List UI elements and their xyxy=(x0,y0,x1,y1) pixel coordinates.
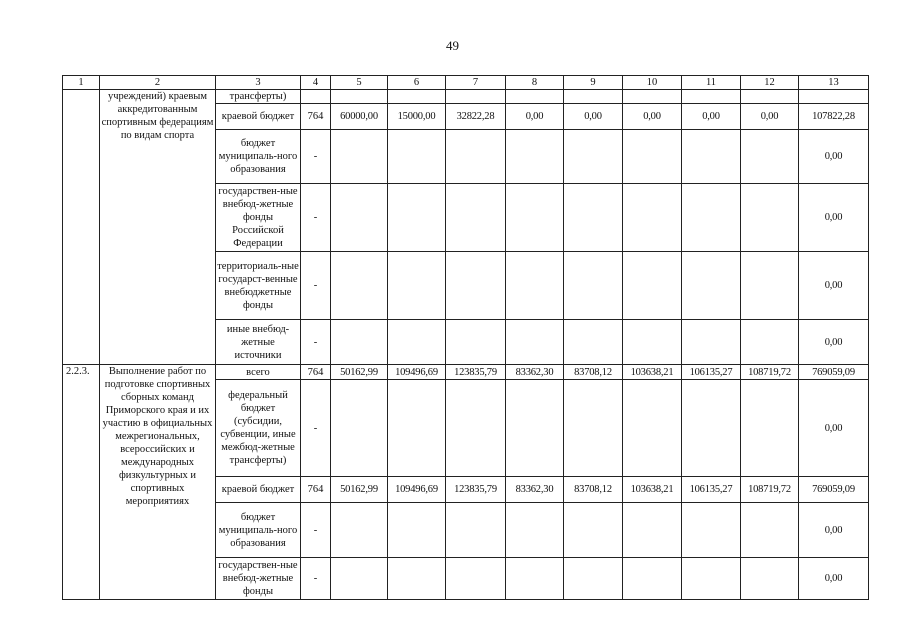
column-number: 6 xyxy=(388,76,446,90)
total-amount: 0,00 xyxy=(799,558,869,600)
year-amount xyxy=(564,503,623,558)
year-amount xyxy=(446,503,506,558)
total-amount: 0,00 xyxy=(799,380,869,477)
year-amount xyxy=(682,558,741,600)
year-amount xyxy=(388,252,446,320)
year-amount xyxy=(623,320,682,365)
year-amount xyxy=(564,380,623,477)
funding-source: краевой бюджет xyxy=(216,104,301,130)
year-amount xyxy=(506,90,564,104)
year-amount: 103638,21 xyxy=(623,477,682,503)
item-number: 2.2.3. xyxy=(63,365,100,600)
year-amount xyxy=(564,320,623,365)
column-number: 9 xyxy=(564,76,623,90)
year-amount xyxy=(564,130,623,184)
funding-source: бюджет муниципаль-ного образования xyxy=(216,130,301,184)
total-amount: 769059,09 xyxy=(799,365,869,380)
column-number: 2 xyxy=(100,76,216,90)
year-amount xyxy=(623,130,682,184)
column-number: 8 xyxy=(506,76,564,90)
year-amount xyxy=(741,252,799,320)
year-amount xyxy=(682,380,741,477)
year-amount xyxy=(331,503,388,558)
year-amount xyxy=(388,380,446,477)
column-number: 5 xyxy=(331,76,388,90)
budget-code: 764 xyxy=(301,365,331,380)
funding-source: иные внебюд-жетные источники xyxy=(216,320,301,365)
year-amount xyxy=(388,184,446,252)
year-amount xyxy=(506,184,564,252)
year-amount xyxy=(682,503,741,558)
year-amount: 15000,00 xyxy=(388,104,446,130)
year-amount xyxy=(564,252,623,320)
total-amount: 769059,09 xyxy=(799,477,869,503)
year-amount: 83708,12 xyxy=(564,365,623,380)
year-amount xyxy=(388,320,446,365)
year-amount xyxy=(388,130,446,184)
column-number: 3 xyxy=(216,76,301,90)
funding-source: бюджет муниципаль-ного образования xyxy=(216,503,301,558)
year-amount: 50162,99 xyxy=(331,365,388,380)
funding-source: всего xyxy=(216,365,301,380)
year-amount xyxy=(446,130,506,184)
year-amount: 106135,27 xyxy=(682,477,741,503)
total-amount: 107822,28 xyxy=(799,104,869,130)
budget-code: - xyxy=(301,130,331,184)
year-amount xyxy=(506,130,564,184)
table-row xyxy=(63,365,869,380)
year-amount xyxy=(506,252,564,320)
year-amount: 60000,00 xyxy=(331,104,388,130)
year-amount xyxy=(564,558,623,600)
year-amount: 83708,12 xyxy=(564,477,623,503)
budget-code: - xyxy=(301,503,331,558)
year-amount xyxy=(741,558,799,600)
year-amount xyxy=(682,90,741,104)
year-amount xyxy=(741,130,799,184)
year-amount: 123835,79 xyxy=(446,365,506,380)
year-amount xyxy=(446,252,506,320)
column-number: 10 xyxy=(623,76,682,90)
year-amount xyxy=(741,380,799,477)
column-number: 7 xyxy=(446,76,506,90)
year-amount: 83362,30 xyxy=(506,365,564,380)
year-amount: 0,00 xyxy=(623,104,682,130)
year-amount xyxy=(331,380,388,477)
column-number: 11 xyxy=(682,76,741,90)
total-amount xyxy=(799,90,869,104)
year-amount: 109496,69 xyxy=(388,365,446,380)
year-amount: 123835,79 xyxy=(446,477,506,503)
year-amount xyxy=(506,558,564,600)
year-amount: 108719,72 xyxy=(741,365,799,380)
year-amount xyxy=(331,184,388,252)
budget-code: - xyxy=(301,252,331,320)
table-row xyxy=(63,90,869,104)
year-amount xyxy=(741,184,799,252)
funding-source: государствен-ные внебюд-жетные фонды Российской Федерации xyxy=(216,184,301,252)
year-amount: 0,00 xyxy=(564,104,623,130)
budget-table xyxy=(62,75,869,600)
year-amount: 106135,27 xyxy=(682,365,741,380)
total-amount: 0,00 xyxy=(799,252,869,320)
budget-code: 764 xyxy=(301,104,331,130)
year-amount xyxy=(446,380,506,477)
year-amount: 109496,69 xyxy=(388,477,446,503)
item-description: учреждений) краевым аккредитованным спортивным федерациям по видам спорта xyxy=(100,90,216,365)
year-amount xyxy=(506,320,564,365)
year-amount xyxy=(446,90,506,104)
year-amount xyxy=(388,90,446,104)
column-number: 1 xyxy=(63,76,100,90)
year-amount xyxy=(623,252,682,320)
year-amount xyxy=(623,90,682,104)
total-amount: 0,00 xyxy=(799,503,869,558)
year-amount xyxy=(741,503,799,558)
total-amount: 0,00 xyxy=(799,130,869,184)
year-amount xyxy=(623,184,682,252)
year-amount: 50162,99 xyxy=(331,477,388,503)
budget-code: - xyxy=(301,184,331,252)
year-amount xyxy=(623,558,682,600)
year-amount xyxy=(446,184,506,252)
column-number: 12 xyxy=(741,76,799,90)
year-amount xyxy=(564,184,623,252)
year-amount: 0,00 xyxy=(741,104,799,130)
funding-source: территориаль-ные государст-венные внебюджетные фонды xyxy=(216,252,301,320)
funding-source: государствен-ные внебюд-жетные фонды xyxy=(216,558,301,600)
page-number: 49 xyxy=(446,38,459,53)
year-amount xyxy=(331,130,388,184)
year-amount xyxy=(623,503,682,558)
year-amount xyxy=(741,320,799,365)
year-amount xyxy=(331,320,388,365)
funding-source: федеральный бюджет (субсидии, субвенции, иные межбюд-жетные трансферты) xyxy=(216,380,301,477)
budget-code: 764 xyxy=(301,477,331,503)
year-amount xyxy=(506,503,564,558)
budget-code: - xyxy=(301,558,331,600)
year-amount xyxy=(564,90,623,104)
funding-source: краевой бюджет xyxy=(216,477,301,503)
funding-source: трансферты) xyxy=(216,90,301,104)
year-amount xyxy=(741,90,799,104)
year-amount xyxy=(682,184,741,252)
column-number: 4 xyxy=(301,76,331,90)
column-number-row xyxy=(63,76,869,90)
total-amount: 0,00 xyxy=(799,184,869,252)
year-amount: 108719,72 xyxy=(741,477,799,503)
budget-code: - xyxy=(301,320,331,365)
year-amount xyxy=(331,90,388,104)
year-amount: 32822,28 xyxy=(446,104,506,130)
year-amount xyxy=(331,252,388,320)
year-amount xyxy=(682,130,741,184)
year-amount: 103638,21 xyxy=(623,365,682,380)
year-amount xyxy=(682,252,741,320)
item-number xyxy=(63,90,100,365)
year-amount xyxy=(331,558,388,600)
total-amount: 0,00 xyxy=(799,320,869,365)
year-amount: 83362,30 xyxy=(506,477,564,503)
year-amount xyxy=(446,320,506,365)
year-amount xyxy=(506,380,564,477)
column-number: 13 xyxy=(799,76,869,90)
budget-code xyxy=(301,90,331,104)
year-amount xyxy=(388,503,446,558)
item-description: Выполнение работ по подготовке спортивных сборных команд Приморского края и их участию в официальных межрегиональных, всероссийских и международных физкультурных и спортивных мероприятиях xyxy=(100,365,216,600)
year-amount xyxy=(446,558,506,600)
year-amount: 0,00 xyxy=(506,104,564,130)
year-amount xyxy=(388,558,446,600)
budget-code: - xyxy=(301,380,331,477)
year-amount: 0,00 xyxy=(682,104,741,130)
year-amount xyxy=(623,380,682,477)
year-amount xyxy=(682,320,741,365)
